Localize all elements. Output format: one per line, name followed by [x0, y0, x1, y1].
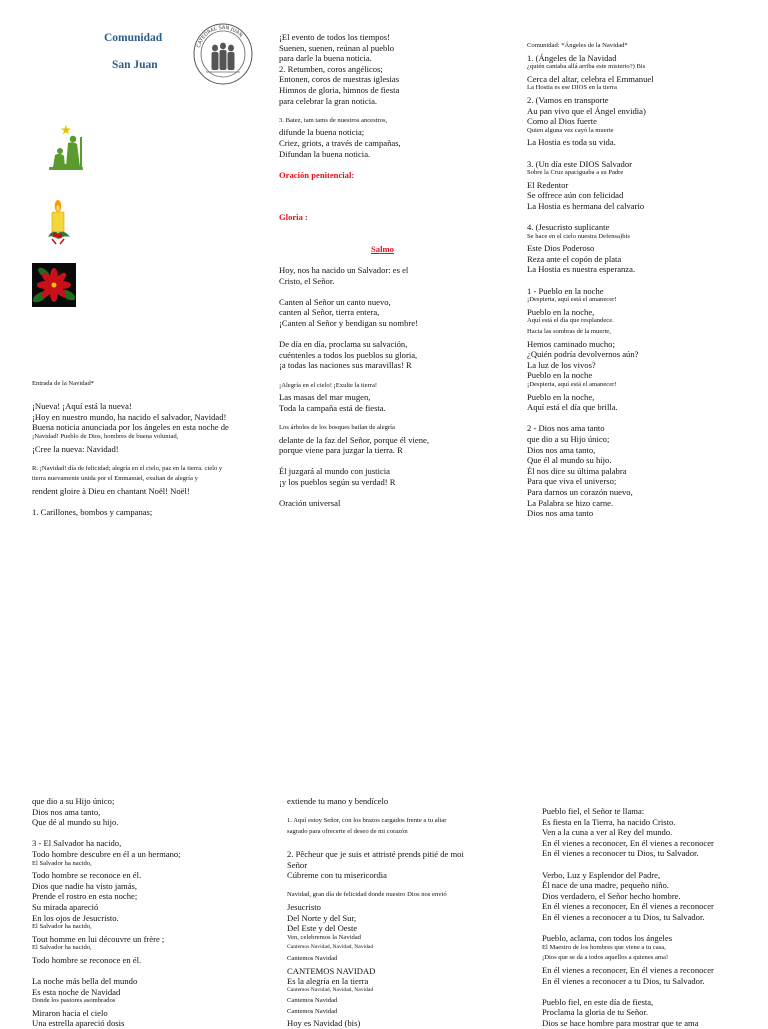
text-line: En él vienes a reconocer tu Dios, tu Salvador. [542, 848, 699, 859]
text-line: Todo hombre se reconoce en él. [32, 954, 142, 965]
text-line: En él vienes a reconocer a tu Dios, tu Salvador. [542, 975, 705, 986]
text-line: Quien alguna vez cayó la muerte [527, 126, 614, 134]
text-line: porque viene para juzgar la tierra. R [279, 445, 403, 456]
text-line [32, 497, 262, 508]
text-line: Entonen, coros de nuestras iglesias [279, 74, 400, 85]
text-line: ¡a todas las naciones sus maravillas! R [279, 360, 412, 371]
text-line: Cantemos Navidad [287, 954, 338, 962]
text-line: Del Este y del Oeste [287, 923, 358, 934]
text-line [32, 454, 262, 465]
text-line: 2. Retumben, coros angélicos; [279, 63, 383, 74]
text-line: Las masas del mar mugen, [279, 392, 371, 403]
text-line: 1. (Ángeles de la Navidad [527, 52, 617, 63]
text-line: ¿quién cantaba allá arriba este misterio?) Bis [527, 63, 646, 71]
text-line: Cantemos Navidad [287, 997, 338, 1005]
text-line [279, 371, 499, 382]
text-line: ¡Canten al Señor y bendigan su nombre! [279, 318, 418, 329]
text-line: 3. (Un día este DIOS Salvador [527, 158, 633, 169]
text-line: Él nace de una madre, pequeño niño. [542, 880, 669, 891]
text-line: Se offrece aún con felicidad [527, 190, 624, 201]
text-line: Dios se hace hombre para mostrar que te ama [542, 1017, 699, 1028]
text-line [279, 202, 499, 213]
text-line: ¡Nueva! ¡Aquí está la nueva! [32, 401, 132, 412]
text-line: Pueblo, aclama, con todos los ángeles [542, 933, 673, 944]
text-line [279, 254, 499, 265]
text-line: Su mirada apareció [32, 901, 99, 912]
text-line: Para darnos un corazón nuevo, [527, 486, 633, 497]
text-line: En él vienes a reconocer a tu Dios, tu Salvador. [542, 911, 705, 922]
text-line: rendent gloire à Dieu en chantant Noël! Noël! [32, 485, 190, 496]
text-line: Criez, griots, a través de campañas, [279, 137, 401, 148]
text-line: Del Norte y del Sur, [287, 912, 357, 923]
text-line: canten al Señor, tierra entera, [279, 307, 380, 318]
text-line: Los árboles de los bosques bailan de alegría [279, 423, 395, 431]
text-line: Este Dios Poderoso [527, 243, 595, 254]
text-line: Cantemos Navidad [287, 1007, 338, 1015]
text-line: El Salvador ha nacido, [32, 944, 92, 952]
text-line: CANTEMOS NAVIDAD [287, 965, 376, 976]
parish-seal-icon [192, 22, 254, 86]
text-line: Au pan vivo que el Ángel envidia) [527, 105, 646, 116]
text-line: Dios nos ama tanto, [32, 806, 101, 817]
text-line: Él juzgará al mundo con justicia [279, 466, 390, 477]
text-line [279, 191, 499, 202]
text-line: Pueblo en la noche [527, 370, 593, 381]
text-line: 3. Batez, tam tams de nuestros ancestros, [279, 116, 388, 124]
text-line: 2. Pêcheur que je suis et attristé prends pitié de moi [287, 848, 464, 859]
text-line: La Palabra se hizo carne. [527, 497, 614, 508]
text-line: Él nos dice su última palabra [527, 465, 627, 476]
column-2-bottom [287, 796, 507, 1029]
text-line: En él vienes a reconocer, En él vienes a reconocer [542, 901, 714, 912]
text-line: De día en día, proclama su salvación, [279, 339, 408, 350]
text-line: Que dé al mundo su hijo. [32, 817, 119, 828]
nativity-icon [46, 123, 90, 179]
text-line [287, 807, 507, 818]
text-line: Himnos de gloria, himnos de fiesta [279, 84, 400, 95]
text-line: Hoy, nos ha nacido un Salvador: es el [279, 265, 409, 276]
text-line: En él vienes a reconocer, En él vienes a reconocer [542, 837, 714, 848]
text-line: Proclama la gloria de tu Señor. [542, 1007, 648, 1018]
text-line: Todo hombre se reconoce en él. [32, 870, 142, 881]
text-line: ¡y los pueblos según su verdad! R [279, 476, 396, 487]
text-line [527, 275, 742, 286]
text-line [527, 148, 742, 159]
text-line [542, 923, 757, 934]
text-line [279, 456, 499, 467]
text-line: Reza ante el copón de plata [527, 253, 622, 264]
text-line [279, 413, 499, 424]
text-line [527, 413, 742, 424]
text-line: Una estrella apareció dosis [32, 1018, 125, 1029]
text-line: Suenen, suenen, reúnan al pueblo [279, 42, 395, 53]
text-line: Que él al mundo su hijo. [527, 455, 612, 466]
text-line: Se hace en el cielo nuestra Defensa)bis [527, 232, 630, 240]
text-line: Buena noticia anunciada por los ángeles en esta noche de [32, 422, 229, 433]
text-line: La Hostia es hermana del calvario [527, 200, 645, 211]
text-line: La noche más bella del mundo [32, 976, 138, 987]
text-line: 4. (Jesucristo suplicante [527, 222, 610, 233]
text-line: Miraron hacia el cielo [32, 1007, 108, 1018]
text-line: Donde los pastores asombrados [32, 997, 116, 1005]
text-line [279, 106, 499, 117]
text-line: 2. (Vamos en transporte [527, 94, 609, 105]
text-line: Verbo, Luz y Esplendor del Padre, [542, 869, 661, 880]
text-line: Pueblo en la noche, [527, 391, 595, 402]
text-line: Ven, celebremos la Navidad [287, 933, 361, 941]
text-line: ¡Despierta, aquí está el amanecer! [527, 381, 617, 388]
text-line [32, 391, 262, 402]
text-line: Cantemos Navidad, Navidad, Navidad [287, 986, 374, 993]
text-line: Aquí está el día que brilla. [527, 402, 618, 413]
text-line: ¡Cree la nueva: Navidad! [32, 443, 119, 454]
text-line: 1 - Pueblo en la noche [527, 285, 604, 296]
text-line: Es la alegría en la tierra [287, 976, 369, 987]
text-line: Pueblo en la noche, [527, 306, 595, 317]
text-line: sagrado para ofrecerte el deseo de mi corazón [287, 827, 408, 835]
column-2-top [279, 32, 499, 509]
text-line: Hacia las sombras de la muerte, [527, 328, 611, 336]
candle-icon [44, 199, 74, 245]
column-3-bottom [542, 806, 757, 1028]
text-line [279, 329, 499, 340]
text-line: Cúbreme con tu misericordia [287, 870, 387, 881]
text-line: ¡Navidad! Pueblo de Dios, hombres de buena voluntad, [32, 432, 179, 440]
text-line [279, 488, 499, 499]
text-line [279, 180, 499, 191]
text-line: Pueblo fiel, el Señor te llama: [542, 806, 645, 816]
text-line: En los ojos de Jesucristo. [32, 912, 119, 923]
text-line: Cerca del altar, celebra el Emmanuel [527, 73, 654, 84]
text-line [279, 286, 499, 297]
text-line: ¿Quién podría devolvernos aún? [527, 349, 639, 360]
text-line: Señor [287, 859, 308, 870]
text-line [542, 986, 757, 997]
text-line: Dios nos ama tanto, [527, 444, 596, 455]
column-1-top [32, 380, 262, 518]
text-line: Hemos caminado mucho; [527, 338, 615, 349]
text-line: Para que viva el universo; [527, 476, 617, 487]
text-line: Canten al Señor un canto nuevo, [279, 296, 391, 307]
text-line [542, 859, 757, 870]
section-heading: Salmo [371, 243, 394, 254]
text-line [287, 838, 507, 849]
text-line: delante de la faz del Señor, porque él viene, [279, 434, 429, 445]
text-line: Sobre la Cruz apaciguaba a su Padre [527, 169, 624, 177]
column-3-top [527, 42, 742, 519]
text-line: Pueblo fiel, en este día de fiesta, [542, 996, 654, 1007]
text-line [32, 828, 262, 839]
text-line [279, 233, 499, 244]
text-line: La Hostia es nuestra esperanza. [527, 264, 636, 275]
text-line: Es fiesta en la Tierra, ha nacido Cristo. [542, 816, 676, 827]
text-line: El Salvador ha nacido, [32, 859, 92, 867]
text-line: ¡Dios que se da a todos aquellos a quienes ama! [542, 954, 669, 962]
text-line: ¡Hoy en nuestro mundo, ha nacido el salvador, Navidad! [32, 411, 227, 422]
text-line: 1. Aquí estoy Señor, con los brazos cargados frente a tu altar [287, 817, 447, 825]
column-1-bottom [32, 796, 262, 1029]
text-line: 3 - El Salvador ha nacido, [32, 838, 122, 849]
text-line: cuéntenles a todos los pueblos su gloria, [279, 349, 418, 360]
text-line: La Hostia es ese DIOS en la tierra [527, 84, 617, 92]
text-line [279, 223, 499, 234]
text-line: Tout homme en lui découvre un frère ; [32, 933, 165, 944]
text-line: Entrada de la Navidad* [32, 380, 95, 387]
text-line: El Redentor [527, 179, 569, 190]
text-line [527, 212, 742, 223]
text-line: Toda la campaña está de fiesta. [279, 402, 386, 413]
text-line: Ven a la cuna a ver al Rey del mundo. [542, 827, 673, 838]
text-line: Hoy es Navidad (bis) [287, 1018, 361, 1029]
text-line: El Salvador ha nacido, [32, 923, 92, 931]
text-line: Cantemos Navidad, Navidad, Navidad [287, 944, 374, 951]
text-line: ¡Despierta, aquí está el amanecer! [527, 296, 617, 304]
text-line: extiende tu mano y bendícelo [287, 796, 389, 806]
text-line: para celebrar la gran noticia. [279, 95, 378, 106]
text-line: Todo hombre descubre en él a un hermano; [32, 848, 181, 859]
community-title-line2: San Juan [112, 59, 158, 71]
text-line: Es esta noche de Navidad [32, 986, 121, 997]
text-line: Difundan la buena noticia. [279, 148, 371, 159]
seal-text: CATEDRAL SAN JUAN [195, 24, 244, 49]
text-line: El Maestro de los hombres que viene a tu casa, [542, 943, 666, 951]
text-line: Dios nos ama tanto [527, 508, 594, 519]
text-line: R. ¡Navidad! día de felicidad; alegría en el cielo, paz en la tierra. cielo y [32, 464, 223, 472]
text-line: difunde la buena noticia; [279, 127, 365, 138]
text-line: que dio a su Hijo único; [32, 796, 115, 806]
text-line: Jesucristo [287, 901, 321, 912]
text-line: Dios verdadero, el Señor hecho hombre. [542, 890, 681, 901]
text-line: que dio a su Hijo único; [527, 433, 610, 444]
text-line [32, 966, 262, 977]
text-line: En él vienes a reconocer, En él vienes a reconocer [542, 964, 714, 975]
text-line: 2 - Dios nos ama tanto [527, 423, 605, 434]
text-line [279, 159, 499, 170]
text-line: Como al Dios fuerte [527, 116, 597, 127]
community-title-line1: Comunidad [104, 32, 163, 44]
text-line: Comunidad: *Ángeles de la Navidad* [527, 42, 628, 49]
text-line: ¡Alegría en el cielo! ¡Exulte la tierra! [279, 381, 378, 389]
text-line: 1. Carillones, bombos y campanas; [32, 507, 153, 518]
section-heading: Oración penitencial: [279, 169, 355, 180]
text-line: La Hostia es toda su vida. [527, 137, 616, 148]
text-line: Prende el rostro en esta noche; [32, 891, 138, 902]
text-line: tierra nuevamente unida por el Emmanuel, exultan de alegría y [32, 475, 198, 483]
text-line: Navidad, gran día de felicidad donde nuestro Dios nos envió [287, 891, 447, 899]
text-line: Oración universal [279, 498, 341, 509]
text-line: Cristo, el Señor. [279, 275, 335, 286]
text-line: Aquí está el día que resplandece. [527, 317, 614, 325]
text-line: La luz de los vivos? [527, 359, 596, 370]
text-line: Dios que nadie ha visto jamás, [32, 880, 138, 891]
section-heading: Gloria : [279, 212, 308, 223]
text-line [287, 881, 507, 892]
poinsettia-icon [32, 263, 76, 307]
text-line: para darle la buena noticia. [279, 53, 372, 64]
text-line: ¡El evento de todos los tiempos! [279, 32, 390, 42]
